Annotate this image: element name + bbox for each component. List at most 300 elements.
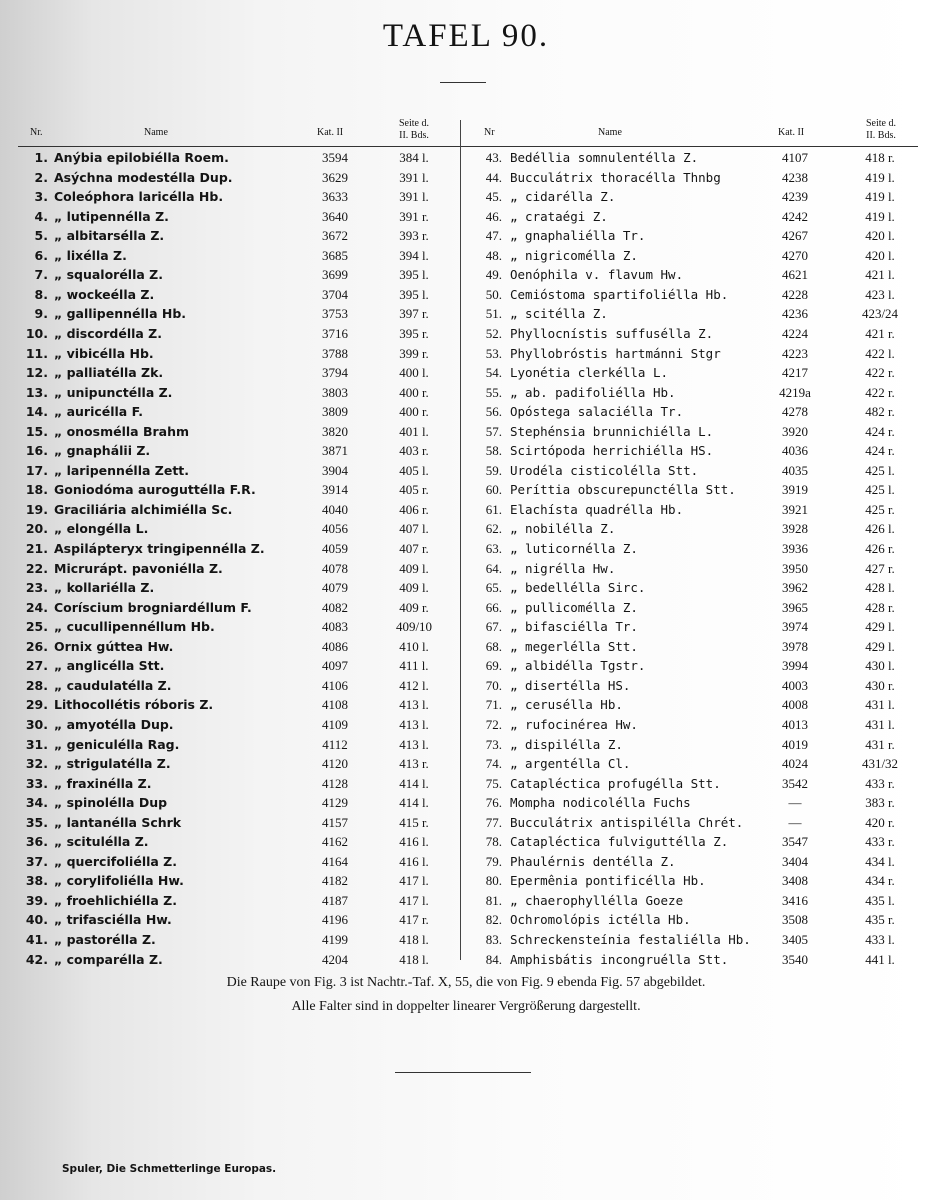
row-number: 26. xyxy=(25,638,48,654)
catalog-number: 3753 xyxy=(322,306,348,322)
page-reference: 420 r. xyxy=(865,814,895,830)
row-number: 27. xyxy=(25,658,48,674)
catalog-number: 4035 xyxy=(782,462,808,478)
row-number: 65. xyxy=(485,580,502,596)
species-name: „ froehlichiélla Z. xyxy=(54,892,177,908)
table-row xyxy=(0,793,932,812)
catalog-number: 4008 xyxy=(782,697,808,713)
row-number: 5. xyxy=(34,228,48,244)
catalog-number: 3928 xyxy=(782,521,808,537)
catalog-number: 3685 xyxy=(322,247,348,263)
catalog-number: 3704 xyxy=(322,286,348,302)
catalog-number: 4107 xyxy=(782,150,808,165)
table-row xyxy=(0,656,932,675)
catalog-number: 4086 xyxy=(322,638,348,654)
table-row xyxy=(0,598,932,617)
page-reference: 431 r. xyxy=(865,736,895,752)
row-number: 41. xyxy=(25,932,48,947)
species-name: „ anglicélla Stt. xyxy=(54,658,165,674)
header-nr-right: Nr xyxy=(484,127,495,138)
page-reference: 407 r. xyxy=(399,541,429,556)
species-name: „ vibicélla Hb. xyxy=(54,345,154,361)
page-reference: 430 l. xyxy=(865,658,895,674)
page-reference: 434 l. xyxy=(865,853,895,869)
species-name: „ rufocinérea Hw. xyxy=(510,716,638,732)
page-reference: 405 r. xyxy=(399,482,429,498)
header-name-right: Name xyxy=(598,127,622,138)
header-seite-right-line1: Seite d. xyxy=(866,118,896,129)
species-name: Schreckensteínia festaliélla Hb. xyxy=(510,932,751,947)
catalog-number: 3640 xyxy=(322,208,348,224)
species-name: „ discordélla Z. xyxy=(54,325,162,341)
species-name: „ fraxinélla Z. xyxy=(54,775,152,791)
row-number: 34. xyxy=(25,795,48,811)
species-name: Bucculátrix antispilélla Chrét. xyxy=(510,814,744,830)
page-reference: 427 r. xyxy=(865,560,895,576)
row-number: 66. xyxy=(485,599,502,615)
page-reference: 423 l. xyxy=(865,286,895,302)
page-reference: 435 l. xyxy=(865,892,895,908)
table-row xyxy=(0,950,932,969)
species-name: „ scitélla Z. xyxy=(510,306,608,322)
table-row xyxy=(0,148,932,167)
page-reference: 419 l. xyxy=(865,169,895,185)
species-name: Epermênia pontificélla Hb. xyxy=(510,873,706,889)
catalog-number: 3594 xyxy=(322,150,348,165)
species-name: Asýchna modestélla Dup. xyxy=(54,169,233,185)
species-name: „ lixélla Z. xyxy=(54,247,127,263)
row-number: 78. xyxy=(485,834,502,850)
catalog-number: 3416 xyxy=(782,892,808,908)
page-reference: 424 r. xyxy=(865,443,895,459)
species-name: „ pullicomélla Z. xyxy=(510,599,638,615)
table-row xyxy=(0,519,932,538)
catalog-number: 4199 xyxy=(322,932,348,947)
table-row xyxy=(0,617,932,636)
table-row xyxy=(0,402,932,421)
page-reference: 431 l. xyxy=(865,716,895,732)
species-name: Ochromolópis ictélla Hb. xyxy=(510,912,691,928)
catalog-number: 3921 xyxy=(782,501,808,517)
catalog-number: 4270 xyxy=(782,247,808,263)
page-reference: 426 r. xyxy=(865,541,895,556)
row-number: 57. xyxy=(485,423,502,439)
row-number: 31. xyxy=(25,736,48,752)
page-reference: 403 r. xyxy=(399,443,429,459)
row-number: 58. xyxy=(485,443,502,459)
row-number: 83. xyxy=(485,932,502,947)
page-reference: 431/32 xyxy=(861,756,899,772)
page-reference: 422 r. xyxy=(865,384,895,400)
page-reference: 406 r. xyxy=(399,501,429,517)
row-number: 16. xyxy=(25,443,48,459)
page-reference: 425 r. xyxy=(865,501,895,517)
species-name: Cemióstoma spartifoliélla Hb. xyxy=(510,286,729,302)
species-name: „ amyotélla Dup. xyxy=(54,716,174,732)
page-reference: 419 l. xyxy=(865,189,895,205)
species-name: Urodéla cisticolélla Stt. xyxy=(510,462,699,478)
row-number: 64. xyxy=(485,560,502,576)
catalog-number: — xyxy=(788,795,802,811)
row-number: 47. xyxy=(485,228,502,244)
species-name: „ gnaphálii Z. xyxy=(54,443,151,459)
table-row xyxy=(0,265,932,284)
page-reference: 391 l. xyxy=(399,189,429,205)
page-reference: 409 r. xyxy=(399,599,429,615)
page-reference: 394 l. xyxy=(399,247,429,263)
catalog-number: 4112 xyxy=(322,736,348,752)
page-reference: 423/24 xyxy=(861,306,899,322)
row-number: 52. xyxy=(485,325,502,341)
table-row xyxy=(0,891,932,910)
row-number: 33. xyxy=(25,775,48,791)
table-row xyxy=(0,910,932,929)
header-name-left: Name xyxy=(144,127,168,138)
species-name: „ crataégi Z. xyxy=(510,208,608,224)
catalog-number: 4278 xyxy=(782,404,808,420)
table-row xyxy=(0,715,932,734)
row-number: 12. xyxy=(25,365,48,381)
table-row xyxy=(0,187,932,206)
row-number: 30. xyxy=(25,716,48,732)
catalog-number: 3547 xyxy=(782,834,808,850)
page-reference: 395 r. xyxy=(399,325,429,341)
species-name: „ wockeélla Z. xyxy=(54,286,155,302)
table-row xyxy=(0,226,932,245)
species-name: „ lutipennélla Z. xyxy=(54,208,169,224)
page-reference: 384 l. xyxy=(399,150,429,165)
row-number: 35. xyxy=(25,814,48,830)
catalog-number: 4106 xyxy=(322,677,348,693)
table-row xyxy=(0,461,932,480)
catalog-number: 4228 xyxy=(782,286,808,302)
page-reference: 418 l. xyxy=(399,932,429,947)
table-row xyxy=(0,754,932,773)
species-name: Elachísta quadrélla Hb. xyxy=(510,501,684,517)
catalog-number: 4238 xyxy=(782,169,808,185)
header-nr-left: Nr. xyxy=(30,127,43,138)
catalog-number: 3936 xyxy=(782,541,808,556)
species-name: „ lantanélla Schrk xyxy=(54,814,182,830)
page-reference: 410 l. xyxy=(399,638,429,654)
catalog-number: 4267 xyxy=(782,228,808,244)
species-name: Oenóphila v. flavum Hw. xyxy=(510,267,684,283)
row-number: 55. xyxy=(485,384,502,400)
species-name: „ comparélla Z. xyxy=(54,951,163,967)
species-name: „ pastorélla Z. xyxy=(54,932,156,947)
row-number: 36. xyxy=(25,834,48,850)
row-number: 9. xyxy=(34,306,48,322)
catalog-number: 4108 xyxy=(322,697,348,713)
catalog-number: 4059 xyxy=(322,541,348,556)
species-name: „ quercifoliélla Z. xyxy=(54,853,177,869)
table-row xyxy=(0,168,932,187)
table-row xyxy=(0,852,932,871)
row-number: 61. xyxy=(485,501,502,517)
page-reference: 416 l. xyxy=(399,834,429,850)
species-name: Bucculátrix thoracélla Thnbg xyxy=(510,169,721,185)
page-reference: 433 r. xyxy=(865,834,895,850)
page-reference: 400 r. xyxy=(399,404,429,420)
page-reference: 407 l. xyxy=(399,521,429,537)
species-name: „ auricélla F. xyxy=(54,404,144,420)
table-row xyxy=(0,207,932,226)
table-row xyxy=(0,832,932,851)
footer-citation: Spuler, Die Schmetterlinge Europas. xyxy=(62,1163,277,1175)
row-number: 2. xyxy=(34,169,48,185)
page-reference: 412 l. xyxy=(399,677,429,693)
catalog-number: 3408 xyxy=(782,873,808,889)
row-number: 74. xyxy=(485,756,502,772)
row-number: 45. xyxy=(485,189,502,205)
page-reference: 422 r. xyxy=(865,365,895,381)
species-name: Micrurápt. pavoniélla Z. xyxy=(54,560,223,576)
catalog-number: 4056 xyxy=(322,521,348,537)
table-row xyxy=(0,246,932,265)
page-reference: 401 l. xyxy=(399,423,429,439)
catalog-number: 4204 xyxy=(322,951,348,967)
table-row xyxy=(0,363,932,382)
catalog-number: — xyxy=(788,814,802,830)
header-seite-left-line2: II. Bds. xyxy=(399,130,429,141)
species-name: „ strigulatélla Z. xyxy=(54,756,171,772)
species-name: „ spinolélla Dup xyxy=(54,795,168,811)
row-number: 48. xyxy=(485,247,502,263)
page-reference: 413 l. xyxy=(399,697,429,713)
page-reference: 400 r. xyxy=(399,384,429,400)
catalog-number: 3920 xyxy=(782,423,808,439)
page-reference: 411 l. xyxy=(399,658,429,674)
catalog-number: 3962 xyxy=(782,580,808,596)
species-name: „ ab. padifoliélla Hb. xyxy=(510,384,676,400)
page-reference: 421 r. xyxy=(865,325,895,341)
row-number: 76. xyxy=(485,795,502,811)
row-number: 21. xyxy=(25,541,48,556)
page-reference: 414 l. xyxy=(399,775,429,791)
species-name: Bedéllia somnulentélla Z. xyxy=(510,150,699,165)
row-number: 32. xyxy=(25,756,48,772)
species-name: „ bedellélla Sirc. xyxy=(510,580,646,596)
page-reference: 409 l. xyxy=(399,580,429,596)
table-row xyxy=(0,695,932,714)
species-name: Phyllocnístis suffusélla Z. xyxy=(510,325,714,341)
page-reference: 413 l. xyxy=(399,736,429,752)
catalog-number: 3919 xyxy=(782,482,808,498)
catalog-number: 3672 xyxy=(322,228,348,244)
row-number: 50. xyxy=(485,286,502,302)
page-reference: 420 l. xyxy=(865,247,895,263)
catalog-number: 4013 xyxy=(782,716,808,732)
catalog-number: 4078 xyxy=(322,560,348,576)
row-number: 81. xyxy=(485,892,502,908)
page-reference: 395 l. xyxy=(399,267,429,283)
catalog-number: 3788 xyxy=(322,345,348,361)
species-name: Anýbia epilobiélla Roem. xyxy=(54,150,229,165)
catalog-number: 3629 xyxy=(322,169,348,185)
row-number: 53. xyxy=(485,345,502,361)
catalog-number: 4083 xyxy=(322,619,348,635)
row-number: 40. xyxy=(25,912,48,928)
bottom-rule xyxy=(395,1072,531,1073)
table-row xyxy=(0,422,932,441)
table-row xyxy=(0,324,932,343)
catalog-number: 3871 xyxy=(322,443,348,459)
row-number: 49. xyxy=(485,267,502,283)
species-name: „ gnaphaliélla Tr. xyxy=(510,228,646,244)
species-name: „ squalorélla Z. xyxy=(54,267,163,283)
catalog-number: 4024 xyxy=(782,756,808,772)
catalog-number: 3994 xyxy=(782,658,808,674)
species-name: „ kollariélla Z. xyxy=(54,580,155,596)
page-reference: 426 l. xyxy=(865,521,895,537)
row-number: 43. xyxy=(485,150,502,165)
catalog-number: 4224 xyxy=(782,325,808,341)
page-reference: 391 r. xyxy=(399,208,429,224)
table-row xyxy=(0,774,932,793)
species-name: Coríscium brogniardéllum F. xyxy=(54,599,252,615)
page-reference: 428 r. xyxy=(865,599,895,615)
catalog-number: 3405 xyxy=(782,932,808,947)
row-number: 25. xyxy=(25,619,48,635)
page-reference: 409 l. xyxy=(399,560,429,576)
row-number: 19. xyxy=(25,501,48,517)
species-name: „ unipunctélla Z. xyxy=(54,384,173,400)
page-reference: 405 l. xyxy=(399,462,429,478)
row-number: 79. xyxy=(485,853,502,869)
catalog-number: 4217 xyxy=(782,365,808,381)
row-number: 71. xyxy=(485,697,502,713)
catalog-number: 4019 xyxy=(782,736,808,752)
catalog-number: 3540 xyxy=(782,951,808,967)
page-reference: 433 l. xyxy=(865,932,895,947)
catalog-number: 3965 xyxy=(782,599,808,615)
table-row xyxy=(0,559,932,578)
catalog-number: 4187 xyxy=(322,892,348,908)
page-reference: 420 l. xyxy=(865,228,895,244)
page-reference: 433 r. xyxy=(865,775,895,791)
catalog-number: 4128 xyxy=(322,775,348,791)
species-name: „ palliatélla Zk. xyxy=(54,365,164,381)
catalog-number: 4036 xyxy=(782,443,808,459)
page-reference: 416 l. xyxy=(399,853,429,869)
row-number: 20. xyxy=(25,521,48,537)
table-row xyxy=(0,871,932,890)
row-number: 6. xyxy=(34,247,48,263)
species-name: Scirtópoda herrichiélla HS. xyxy=(510,443,714,459)
species-name: „ elongélla L. xyxy=(54,521,149,537)
table-row xyxy=(0,285,932,304)
page-reference: 434 r. xyxy=(865,873,895,889)
row-number: 17. xyxy=(25,462,48,478)
page-reference: 391 l. xyxy=(399,169,429,185)
catalog-number: 3633 xyxy=(322,189,348,205)
species-name: Coleóphora laricélla Hb. xyxy=(54,189,224,205)
note-line-1: Die Raupe von Fig. 3 ist Nachtr.-Taf. X, 55, die von Fig. 9 ebenda Fig. 57 abgebildet. xyxy=(226,975,706,990)
page-reference: 428 l. xyxy=(865,580,895,596)
page-reference: 417 l. xyxy=(399,873,429,889)
row-number: 69. xyxy=(485,658,502,674)
row-number: 75. xyxy=(485,775,502,791)
species-name: „ megerlélla Stt. xyxy=(510,638,638,654)
species-name: „ albidélla Tgstr. xyxy=(510,658,646,674)
row-number: 46. xyxy=(485,208,502,224)
header-kat-left: Kat. II xyxy=(317,127,344,138)
catalog-number: 3716 xyxy=(322,325,348,341)
page-reference: 409/10 xyxy=(395,619,433,635)
catalog-number: 4079 xyxy=(322,580,348,596)
species-name: Aspilápteryx tringipennélla Z. xyxy=(54,541,265,556)
row-number: 60. xyxy=(485,482,502,498)
species-name: „ laripennélla Zett. xyxy=(54,462,190,478)
row-number: 7. xyxy=(34,267,48,283)
page-reference: 431 l. xyxy=(865,697,895,713)
row-number: 80. xyxy=(485,873,502,889)
catalog-number: 4219a xyxy=(779,384,811,400)
page-reference: 383 r. xyxy=(865,795,895,811)
row-number: 28. xyxy=(25,677,48,693)
row-number: 1. xyxy=(34,150,48,165)
row-number: 23. xyxy=(25,580,48,596)
row-number: 51. xyxy=(485,306,502,322)
note-line-2: Alle Falter sind in doppelter linearer Vergrößerung dargestellt. xyxy=(291,999,641,1014)
species-name: Goniodóma auroguttélla F.R. xyxy=(54,482,256,498)
page-reference: 441 l. xyxy=(865,951,895,967)
species-name: „ argentélla Cl. xyxy=(510,756,631,772)
page-reference: 422 l. xyxy=(865,345,895,361)
table-row xyxy=(0,344,932,363)
table-row xyxy=(0,304,932,323)
page-reference: 393 r. xyxy=(399,228,429,244)
catalog-number: 4196 xyxy=(322,912,348,928)
species-name: „ chaerophyllélla Goeze xyxy=(510,892,684,908)
page-reference: 397 r. xyxy=(399,306,429,322)
species-name: „ luticornélla Z. xyxy=(510,541,638,556)
species-name: „ corylifoliélla Hw. xyxy=(54,873,184,889)
page-reference: 424 r. xyxy=(865,423,895,439)
header-rule xyxy=(18,146,918,147)
table-row xyxy=(0,480,932,499)
row-number: 67. xyxy=(485,619,502,635)
page-reference: 421 l. xyxy=(865,267,895,283)
row-number: 39. xyxy=(25,892,48,908)
species-name: „ cucullipennéllum Hb. xyxy=(54,619,215,635)
page-reference: 430 r. xyxy=(865,677,895,693)
catalog-number: 4239 xyxy=(782,189,808,205)
header-seite-left-line1: Seite d. xyxy=(399,118,429,129)
catalog-number: 3974 xyxy=(782,619,808,635)
page-reference: 429 l. xyxy=(865,619,895,635)
catalog-number: 3914 xyxy=(322,482,348,498)
page-reference: 399 r. xyxy=(399,345,429,361)
catalog-number: 4129 xyxy=(322,795,348,811)
row-number: 82. xyxy=(485,912,502,928)
page-reference: 400 l. xyxy=(399,365,429,381)
species-name: Phaulérnis dentélla Z. xyxy=(510,853,676,869)
catalog-number: 4182 xyxy=(322,873,348,889)
page-reference: 425 l. xyxy=(865,482,895,498)
species-name: „ nigrélla Hw. xyxy=(510,560,616,576)
catalog-number: 4082 xyxy=(322,599,348,615)
row-number: 13. xyxy=(25,384,48,400)
row-number: 3. xyxy=(34,189,48,205)
page-reference: 425 l. xyxy=(865,462,895,478)
catalog-number: 3950 xyxy=(782,560,808,576)
species-name: Ornix gúttea Hw. xyxy=(54,638,174,654)
catalog-number: 4164 xyxy=(322,853,348,869)
species-name: „ cerusélla Hb. xyxy=(510,697,623,713)
table-row xyxy=(0,500,932,519)
catalog-number: 4621 xyxy=(782,267,808,283)
